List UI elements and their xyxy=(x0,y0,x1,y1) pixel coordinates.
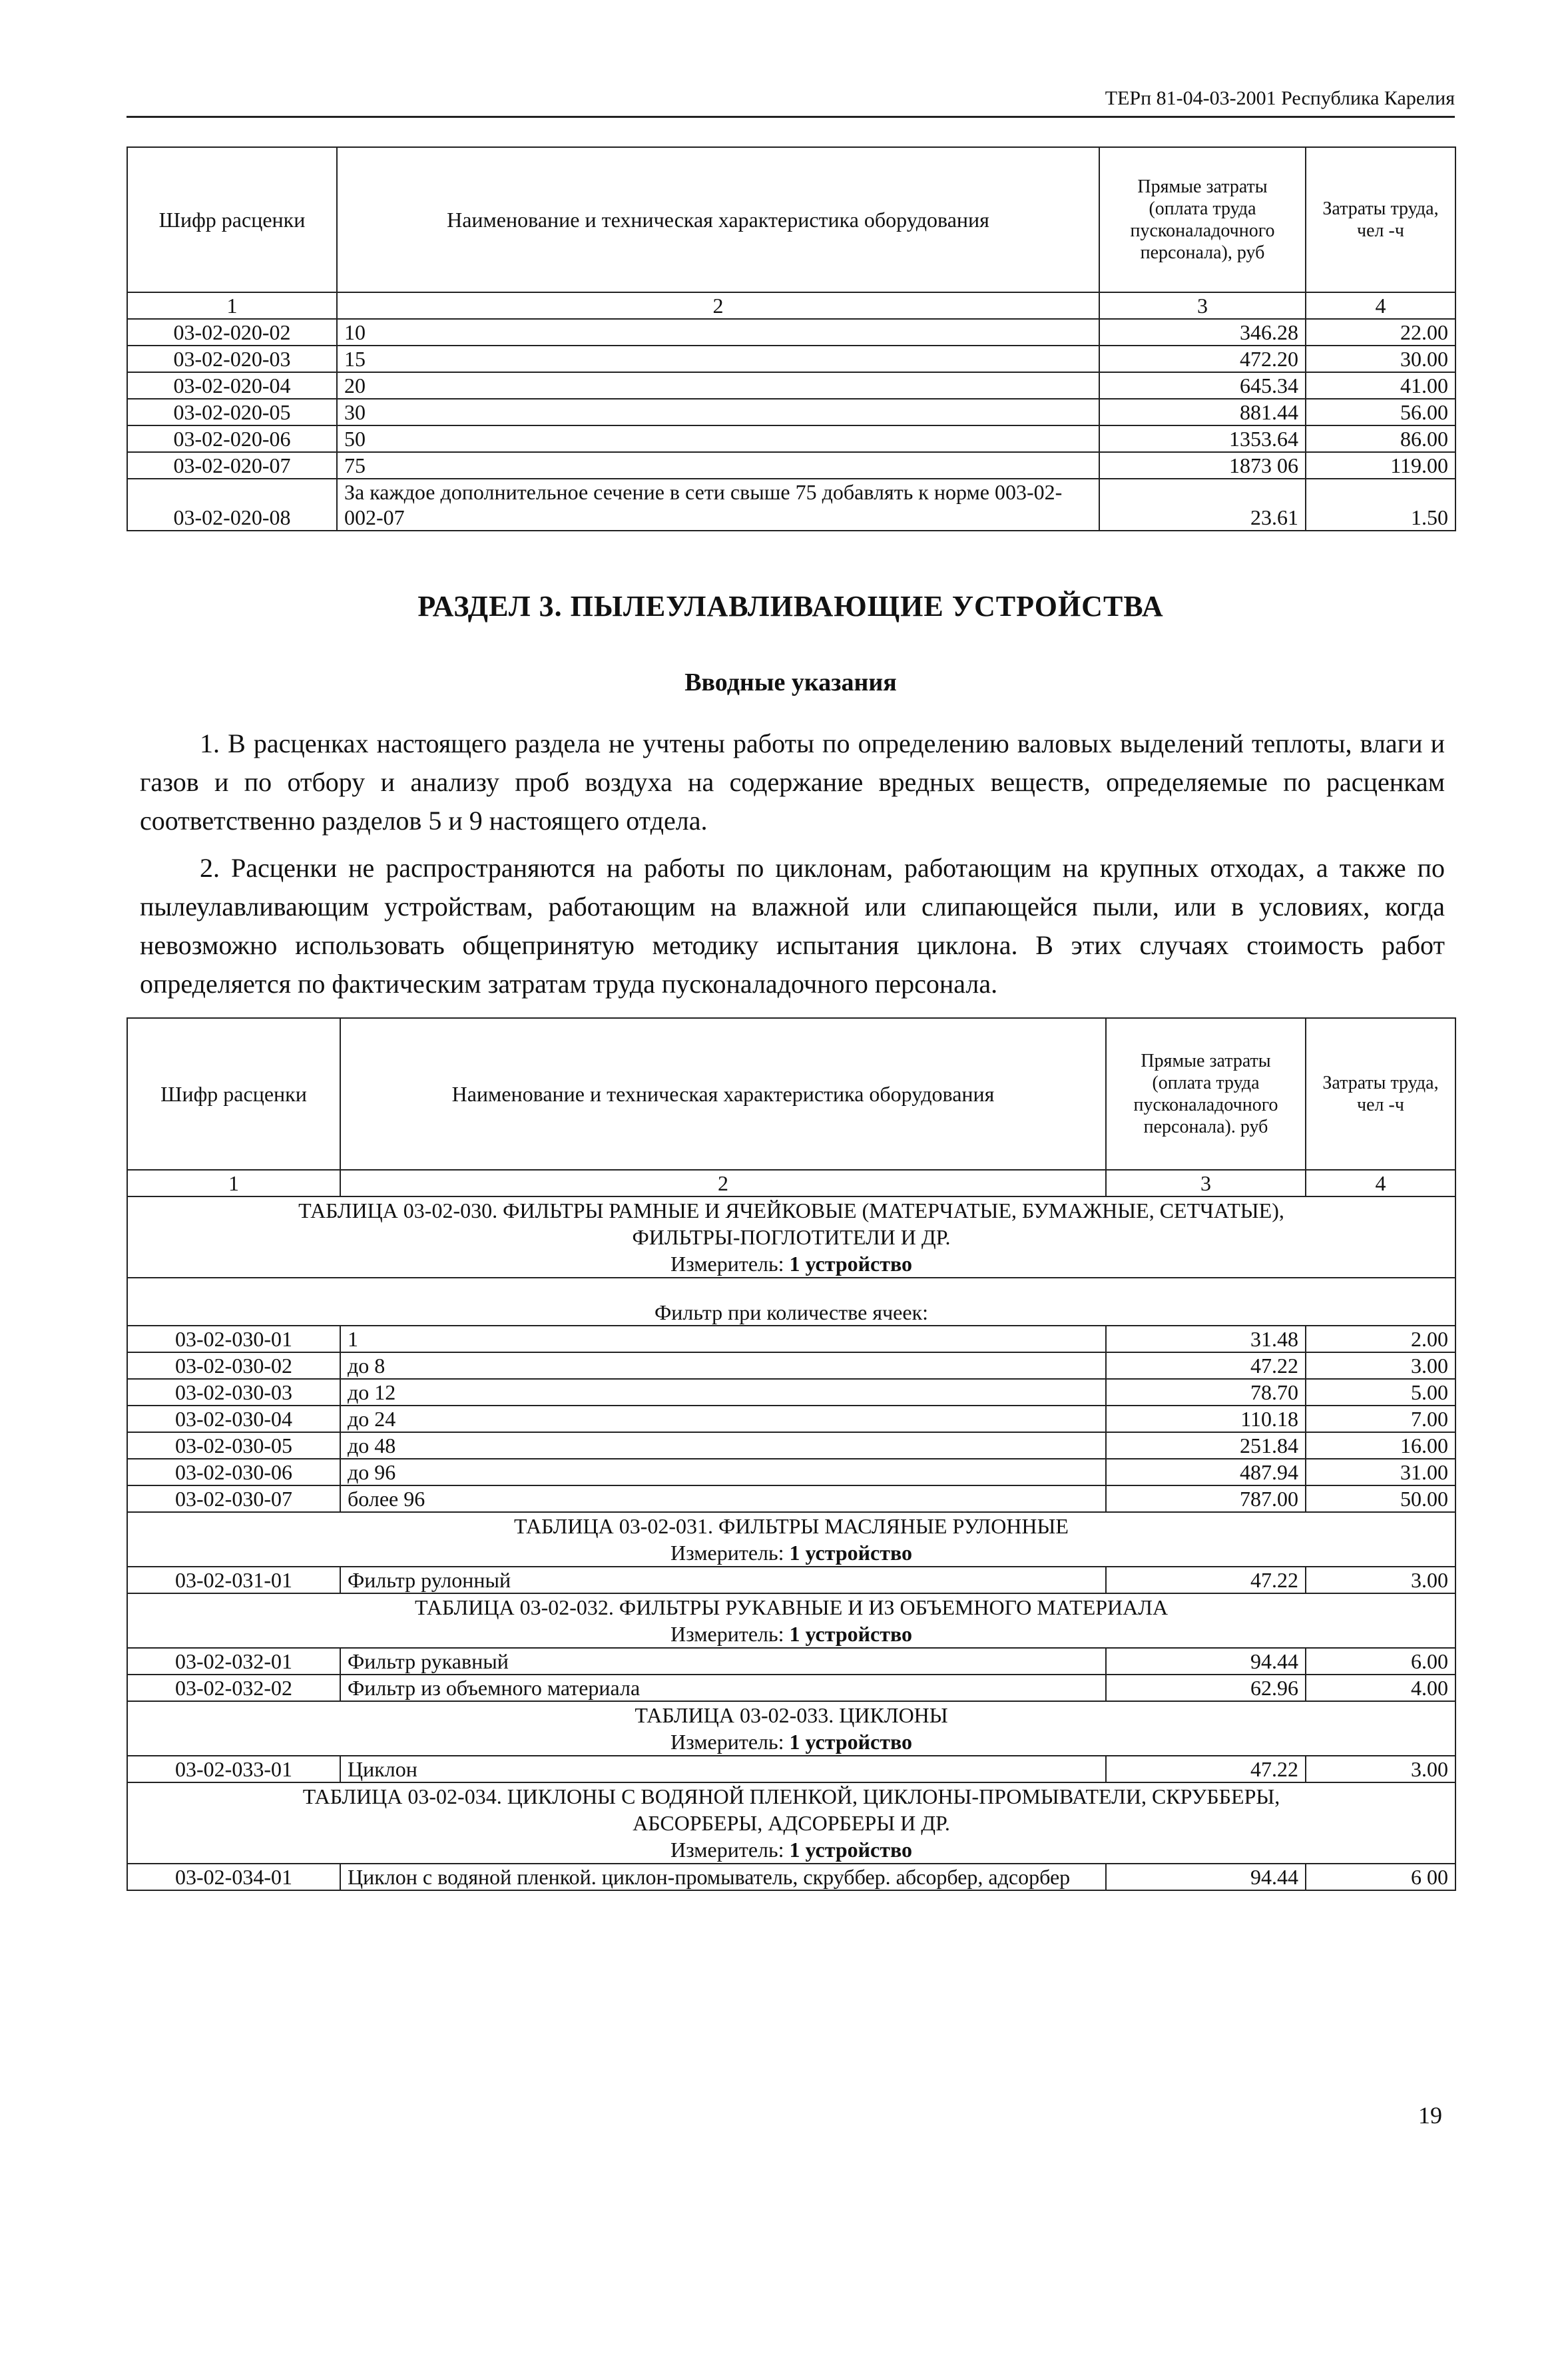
labor-hours: 56.00 xyxy=(1306,399,1455,425)
labor-hours: 6.00 xyxy=(1306,1648,1455,1675)
direct-cost: 251.84 xyxy=(1106,1432,1306,1459)
table-subheading: Фильтр при количестве ячеек: xyxy=(127,1278,1455,1326)
equipment-name: 10 xyxy=(337,319,1099,346)
rates-table-continued xyxy=(127,146,1456,531)
rate-code: 03-02-032-02 xyxy=(127,1675,340,1701)
labor-hours: 3.00 xyxy=(1306,1567,1455,1593)
table-row xyxy=(127,319,1455,346)
labor-hours: 41.00 xyxy=(1306,372,1455,399)
equipment-name: до 48 xyxy=(340,1432,1106,1459)
equipment-name: Фильтр рулонный xyxy=(340,1567,1106,1593)
equipment-name: более 96 xyxy=(340,1485,1106,1512)
table-row xyxy=(127,1326,1455,1352)
rate-code: 03-02-030-03 xyxy=(127,1379,340,1406)
running-header: ТЕРп 81-04-03-2001 Республика Карелия xyxy=(127,85,1455,118)
direct-cost: 94.44 xyxy=(1106,1648,1306,1675)
labor-hours: 1.50 xyxy=(1306,479,1455,531)
equipment-name: 75 xyxy=(337,452,1099,479)
labor-hours: 2.00 xyxy=(1306,1326,1455,1352)
column-number: 3 xyxy=(1099,292,1306,319)
rate-code: 03-02-020-03 xyxy=(127,346,337,372)
rate-code: 03-02-020-08 xyxy=(127,479,337,531)
table-row xyxy=(127,452,1455,479)
direct-cost: 472.20 xyxy=(1099,346,1306,372)
measure-unit xyxy=(134,1836,1448,1863)
table-row xyxy=(127,1406,1455,1432)
column-header-direct-costs: Прямые затраты (оплата труда пусконаладочного персонала). руб xyxy=(1106,1018,1306,1170)
direct-cost: 94.44 xyxy=(1106,1864,1306,1890)
rate-code: 03-02-030-01 xyxy=(127,1326,340,1352)
equipment-name: 1 xyxy=(340,1326,1106,1352)
labor-hours: 4.00 xyxy=(1306,1675,1455,1701)
table-row xyxy=(127,1379,1455,1406)
table-row xyxy=(127,1432,1455,1459)
measure-value: 1 устройство xyxy=(789,1622,913,1646)
column-number: 1 xyxy=(127,292,337,319)
table-title-line: ТАБЛИЦА 03-02-032. ФИЛЬТРЫ РУКАВНЫЕ И ИЗ ОБЪЕМНОГО МАТЕРИАЛА xyxy=(414,1595,1169,1619)
column-number: 2 xyxy=(337,292,1099,319)
measure-unit xyxy=(134,1621,1448,1647)
measure-label: Измеритель: xyxy=(670,1730,784,1754)
intro-paragraph: 2. Расценки не распространяются на работы по циклонам, работающим на крупных отходах, а также по пылеулавливающим устройствам, работающим на влажной или слипающейся пыли, или в условиях, когда невозможно использовать общепринятую методику испытания циклона. В этих случаях стоимость работ определяется по фактическим затратам труда пусконаладочного персонала. xyxy=(140,853,1445,999)
rate-code: 03-02-032-01 xyxy=(127,1648,340,1675)
table-row xyxy=(127,1485,1455,1512)
labor-hours: 22.00 xyxy=(1306,319,1455,346)
labor-hours: 7.00 xyxy=(1306,1406,1455,1432)
rate-code: 03-02-020-05 xyxy=(127,399,337,425)
measure-label: Измеритель: xyxy=(670,1252,784,1276)
table-row xyxy=(127,1648,1455,1675)
column-header-direct-costs: Прямые затраты (оплата труда пусконаладочного персонала), руб xyxy=(1099,147,1306,292)
rate-code: 03-02-033-01 xyxy=(127,1756,340,1782)
measure-value: 1 устройство xyxy=(789,1838,913,1862)
table-title-line: ТАБЛИЦА 03-02-031. ФИЛЬТРЫ МАСЛЯНЫЕ РУЛОННЫЕ xyxy=(514,1514,1069,1538)
direct-cost: 47.22 xyxy=(1106,1567,1306,1593)
rate-code: 03-02-030-02 xyxy=(127,1352,340,1379)
table-row xyxy=(127,399,1455,425)
measure-unit xyxy=(134,1539,1448,1566)
measure-unit xyxy=(134,1728,1448,1755)
table-row xyxy=(127,372,1455,399)
table-body xyxy=(127,1567,1455,1593)
rate-code: 03-02-031-01 xyxy=(127,1567,340,1593)
column-number: 3 xyxy=(1106,1170,1306,1196)
equipment-name: Фильтр из объемного материала xyxy=(340,1675,1106,1701)
labor-hours: 5.00 xyxy=(1306,1379,1455,1406)
direct-cost: 645.34 xyxy=(1099,372,1306,399)
rate-code: 03-02-030-04 xyxy=(127,1406,340,1432)
direct-cost: 31.48 xyxy=(1106,1326,1306,1352)
equipment-name: до 12 xyxy=(340,1379,1106,1406)
equipment-name: до 8 xyxy=(340,1352,1106,1379)
rates-table-dust-collectors xyxy=(127,1017,1456,1891)
direct-cost: 787.00 xyxy=(1106,1485,1306,1512)
measure-unit xyxy=(134,1250,1448,1277)
table-row xyxy=(127,1756,1455,1782)
table-section-title xyxy=(127,1593,1455,1648)
table-section-title xyxy=(127,1701,1455,1756)
table-section-title xyxy=(127,1782,1455,1864)
column-number: 4 xyxy=(1306,1170,1455,1196)
rate-code: 03-02-030-06 xyxy=(127,1459,340,1485)
rate-code: 03-02-034-01 xyxy=(127,1864,340,1890)
measure-value: 1 устройство xyxy=(789,1252,913,1276)
measure-label: Измеритель: xyxy=(670,1541,784,1565)
direct-cost: 47.22 xyxy=(1106,1756,1306,1782)
equipment-name: 15 xyxy=(337,346,1099,372)
equipment-name: до 96 xyxy=(340,1459,1106,1485)
table-title-line: ТАБЛИЦА 03-02-033. ЦИКЛОНЫ xyxy=(635,1703,948,1727)
table-title-line: АБСОРБЕРЫ, АДСОРБЕРЫ И ДР. xyxy=(633,1811,950,1835)
table-section-title xyxy=(127,1512,1455,1567)
equipment-name: За каждое дополнительное сечение в сети свыше 75 добавлять к норме 003-02-002-07 xyxy=(337,479,1099,531)
direct-cost: 487.94 xyxy=(1106,1459,1306,1485)
table-title-line: ТАБЛИЦА 03-02-034. ЦИКЛОНЫ С ВОДЯНОЙ ПЛЕНКОЙ, ЦИКЛОНЫ-ПРОМЫВАТЕЛИ, СКРУББЕРЫ, xyxy=(302,1784,1280,1808)
direct-cost: 47.22 xyxy=(1106,1352,1306,1379)
column-header-code: Шифр расценки xyxy=(127,1018,340,1170)
labor-hours: 50.00 xyxy=(1306,1485,1455,1512)
column-header-name: Наименование и техническая характеристика оборудования xyxy=(340,1018,1106,1170)
equipment-name: 30 xyxy=(337,399,1099,425)
measure-value: 1 устройство xyxy=(789,1541,913,1565)
page-number: 19 xyxy=(1418,2102,1442,2129)
direct-cost: 1873 06 xyxy=(1099,452,1306,479)
measure-label: Измеритель: xyxy=(670,1838,784,1862)
table-row xyxy=(127,425,1455,452)
equipment-name: Циклон с водяной пленкой. циклон-промыватель, скруббер. абсорбер, адсорбер xyxy=(340,1864,1106,1890)
rate-code: 03-02-030-05 xyxy=(127,1432,340,1459)
table-row xyxy=(127,1459,1455,1485)
labor-hours: 16.00 xyxy=(1306,1432,1455,1459)
rate-code: 03-02-020-04 xyxy=(127,372,337,399)
labor-hours: 30.00 xyxy=(1306,346,1455,372)
column-number: 4 xyxy=(1306,292,1455,319)
table-title-line: ФИЛЬТРЫ-ПОГЛОТИТЕЛИ И ДР. xyxy=(632,1225,951,1249)
table-body xyxy=(127,1326,1455,1512)
table-row xyxy=(127,346,1455,372)
table-body xyxy=(127,319,1455,531)
measure-label: Измеритель: xyxy=(670,1622,784,1646)
direct-cost: 62.96 xyxy=(1106,1675,1306,1701)
table-body xyxy=(127,1756,1455,1782)
table-row xyxy=(127,1352,1455,1379)
direct-cost: 23.61 xyxy=(1099,479,1306,531)
equipment-name: 50 xyxy=(337,425,1099,452)
table-row xyxy=(127,1864,1455,1890)
column-number: 2 xyxy=(340,1170,1106,1196)
equipment-name: Циклон xyxy=(340,1756,1106,1782)
intro-paragraph: 1. В расценках настоящего раздела не учтены работы по определению валовых выделений теплоты, влаги и газов и по отбору и анализу проб воздуха на содержание вредных веществ, определяемые по расценкам соответственно разделов 5 и 9 настоящего отдела. xyxy=(140,728,1445,836)
labor-hours: 119.00 xyxy=(1306,452,1455,479)
equipment-name: до 24 xyxy=(340,1406,1106,1432)
labor-hours: 31.00 xyxy=(1306,1459,1455,1485)
intro-title: Вводные указания xyxy=(684,668,897,696)
column-header-labor: Затраты труда, чел -ч xyxy=(1306,1018,1455,1170)
rate-code: 03-02-020-06 xyxy=(127,425,337,452)
column-header-labor: Затраты труда, чел -ч xyxy=(1306,147,1455,292)
direct-cost: 346.28 xyxy=(1099,319,1306,346)
direct-cost: 881.44 xyxy=(1099,399,1306,425)
equipment-name: 20 xyxy=(337,372,1099,399)
column-number: 1 xyxy=(127,1170,340,1196)
equipment-name: Фильтр рукавный xyxy=(340,1648,1106,1675)
table-section-title xyxy=(127,1196,1455,1278)
direct-cost: 1353.64 xyxy=(1099,425,1306,452)
direct-cost: 110.18 xyxy=(1106,1406,1306,1432)
labor-hours: 6 00 xyxy=(1306,1864,1455,1890)
column-header-code: Шифр расценки xyxy=(127,147,337,292)
labor-hours: 3.00 xyxy=(1306,1352,1455,1379)
table-row xyxy=(127,1675,1455,1701)
table-title-line: ТАБЛИЦА 03-02-030. ФИЛЬТРЫ РАМНЫЕ И ЯЧЕЙКОВЫЕ (МАТЕРЧАТЫЕ, БУМАЖНЫЕ, СЕТЧАТЫЕ), xyxy=(298,1198,1284,1222)
measure-value: 1 устройство xyxy=(789,1730,913,1754)
section-title: РАЗДЕЛ 3. ПЫЛЕУЛАВЛИВАЮЩИЕ УСТРОЙСТВА xyxy=(417,590,1164,623)
table-row xyxy=(127,479,1455,531)
labor-hours: 3.00 xyxy=(1306,1756,1455,1782)
rate-code: 03-02-020-07 xyxy=(127,452,337,479)
rate-code: 03-02-020-02 xyxy=(127,319,337,346)
rate-code: 03-02-030-07 xyxy=(127,1485,340,1512)
table-body xyxy=(127,1648,1455,1701)
direct-cost: 78.70 xyxy=(1106,1379,1306,1406)
table-row xyxy=(127,1567,1455,1593)
column-header-name: Наименование и техническая характеристика оборудования xyxy=(337,147,1099,292)
table-body xyxy=(127,1864,1455,1890)
labor-hours: 86.00 xyxy=(1306,425,1455,452)
